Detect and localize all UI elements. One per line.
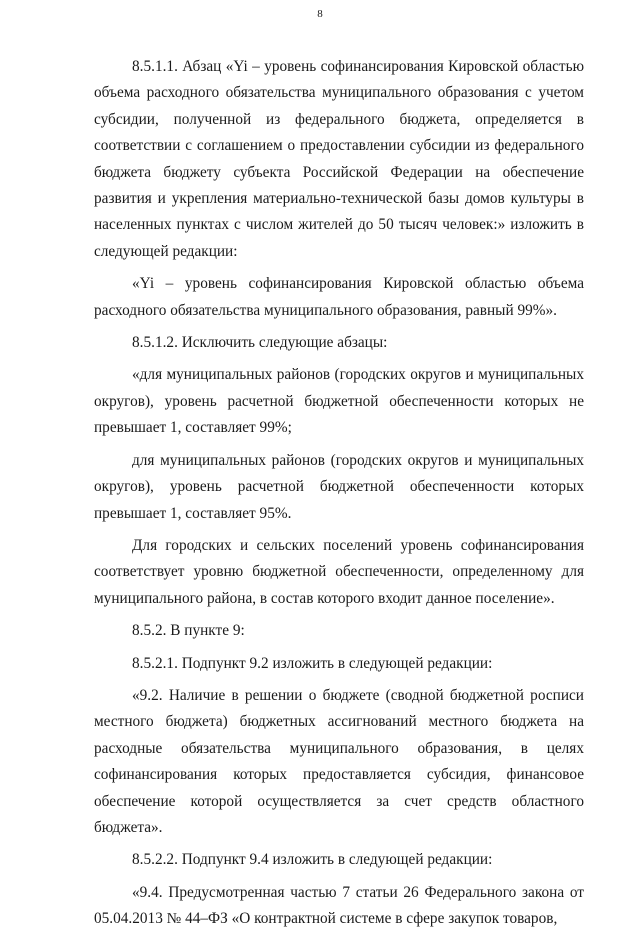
paragraph-9-4: «9.4. Предусмотренная частью 7 статьи 26 Федерального закона от 05.04.2013 № 44–ФЗ «О контрактной системе в сфере закупок товаров, — [94, 883, 584, 928]
paragraph-8-5-2-1: 8.5.2.1. Подпункт 9.2 изложить в следующей редакции: — [132, 654, 493, 672]
paragraph-9-2: «9.2. Наличие в решении о бюджете (сводной бюджетной росписи местного бюджета) бюджетных ассигнований местного бюджета на расходные обязательства муниципального образования, в целях софинансирования которых предоставляется субсидия, финансовое обеспечение которой осуществляется за счет средств областного бюджета». — [94, 686, 584, 836]
paragraph-8-5-1-2: 8.5.1.2. Исключить следующие абзацы: — [132, 334, 388, 352]
document-body — [94, 54, 584, 939]
paragraph-8-5-1-1: 8.5.1.1. Абзац «Yi – уровень софинансирования Кировской областью объема расходного обязательства муниципального образования с учетом субсидии, полученной из федерального бюджета, определяется в соответствии с соглашением о предоставлении субсидии из федерального бюджета бюджету субъекта Российской Федерации на обеспечение развития и укрепления материально-технической базы домов культуры в населенных пунктах с числом жителей до 50 тысяч человек:» изложить в следующей редакции: — [94, 58, 584, 260]
paragraph-excluded-3: Для городских и сельских поселений уровень софинансирования соответствует уровню бюджетной обеспеченности, определенному для муниципального района, в состав которого входит данное поселение». — [94, 536, 584, 607]
paragraph-8-5-2-2: 8.5.2.2. Подпункт 9.4 изложить в следующей редакции: — [132, 851, 493, 869]
paragraph-excluded-2: для муниципальных районов (городских округов и муниципальных округов), уровень расчетной бюджетной обеспеченности которых превышает 1, составляет 95%. — [94, 451, 584, 522]
paragraph-8-5-2: 8.5.2. В пункте 9: — [132, 622, 245, 640]
page-number: 8 — [317, 8, 323, 20]
paragraph-yi-new-wording: «Yi – уровень софинансирования Кировской областью объема расходного обязательства муниципального образования, равный 99%». — [94, 275, 584, 319]
paragraph-excluded-1: «для муниципальных районов (городских округов и муниципальных округов), уровень расчетной бюджетной обеспеченности которых не превышает 1, составляет 99%; — [94, 366, 584, 437]
